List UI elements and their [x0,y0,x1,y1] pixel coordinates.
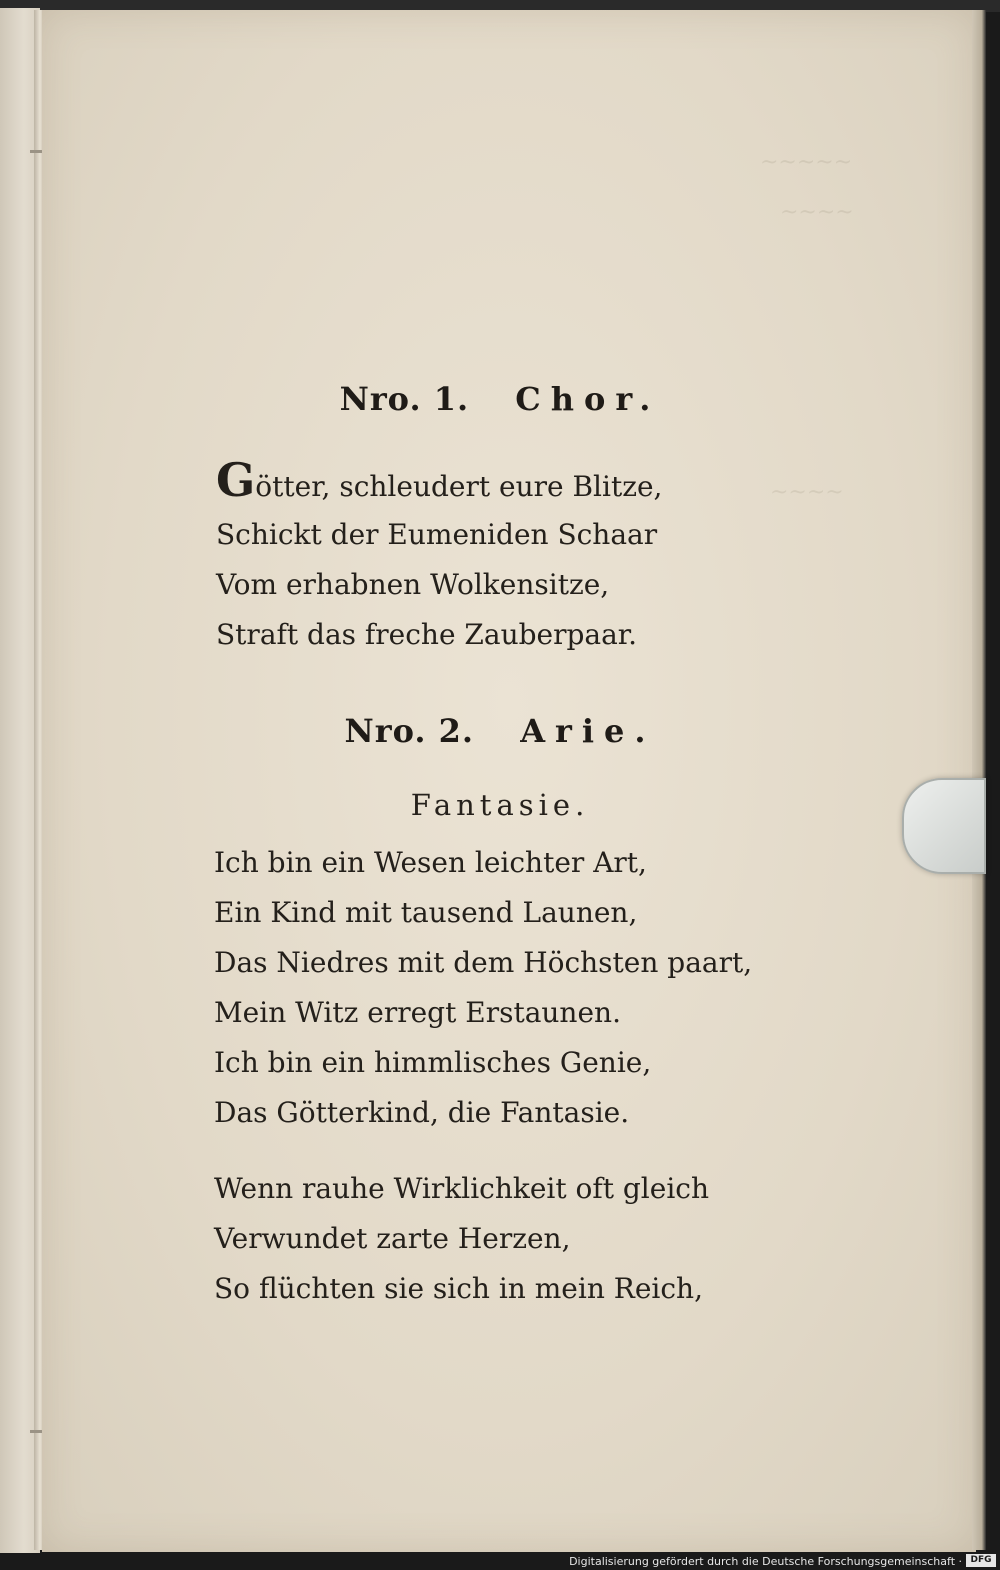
show-through-mark: ~~~~~ [760,150,853,175]
verse-line: Mein Witz erregt Erstaunen. [214,996,621,1029]
verse-line: Ein Kind mit tausend Launen, [214,896,638,929]
verse-stanza [214,1164,709,1314]
section-subtitle: Fantasie. [410,788,590,822]
book-page [42,10,976,1552]
verse-line: Das Götterkind, die Fantasie. [214,1096,630,1129]
verse-line: Straft das freche Zauberpaar. [216,618,637,651]
section-title: Arie. [520,712,656,750]
section-heading [0,380,1000,418]
verse-line: So flüchten sie sich in mein Reich, [214,1272,703,1305]
verse-stanza [214,838,752,1138]
verse-line: Ich bin ein himmlisches Genie, [214,1046,652,1079]
verse-line: Vom erhabnen Wolkensitze, [216,568,610,601]
show-through-mark: ~~~~ [780,200,854,225]
section-title: Chor. [515,380,661,418]
verse-stanza [216,453,663,660]
paper-clip-icon [902,778,986,874]
section-number: Nro. 1. [339,380,470,418]
section-heading [0,712,1000,750]
verse-line: Schickt der Eumeniden Schaar [216,518,658,551]
dfg-logo: DFG [966,1554,996,1567]
section-number: Nro. 2. [344,712,475,750]
verse-line: Wenn rauhe Wirklichkeit oft gleich [214,1172,710,1205]
verse-line: Ich bin ein Wesen leichter Art, [214,846,647,879]
verse-line: Götter, schleudert eure Blitze, [216,453,663,507]
digitization-credit: Digitalisierung gefördert durch die Deutsche Forschungsgemeinschaft · [569,1555,962,1568]
verse-line: Das Niedres mit dem Höchsten paart, [214,946,753,979]
show-through-mark: ~~~~ [770,480,844,505]
verse-line: Verwundet zarte Herzen, [214,1222,571,1255]
